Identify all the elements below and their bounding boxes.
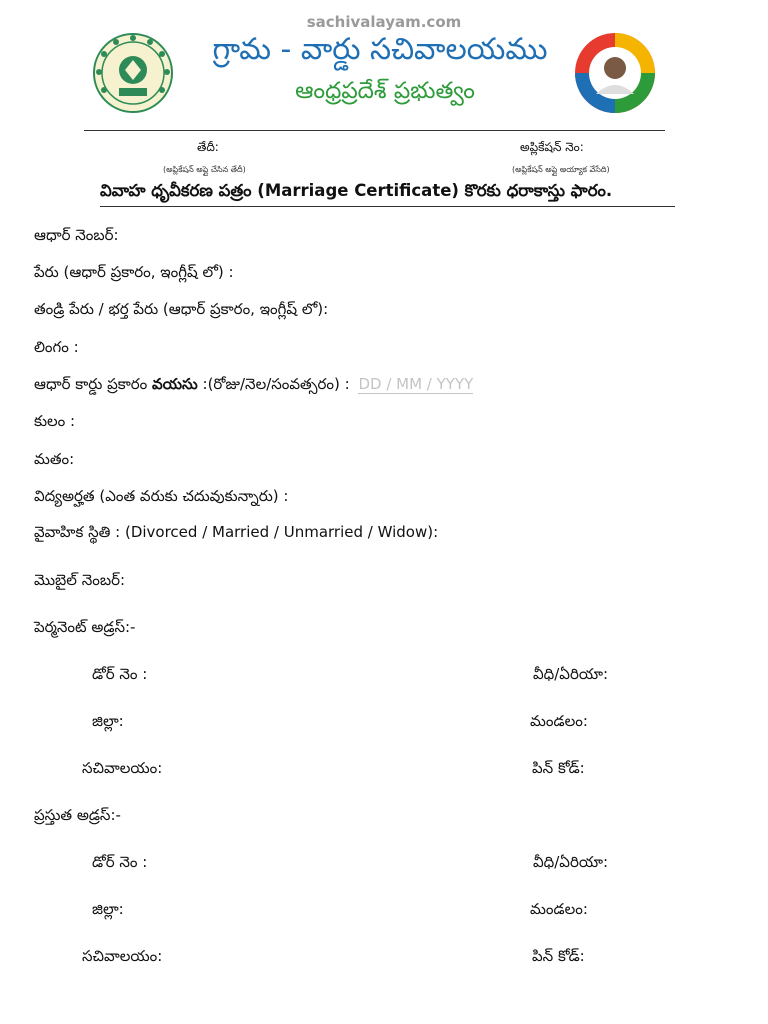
present-street-label: వీధి/ఏరియా:: [533, 853, 609, 871]
form-title: వివాహ ధృవీకరణ పత్రం (Marriage Certificate) కొరకు ధరాకాస్తు ఫారం.: [100, 181, 675, 207]
permanent-mandal-label: మండలం:: [530, 712, 588, 730]
age-label-suffix: :(రోజు/నెల/సంవత్సరం) :: [202, 375, 350, 393]
portal-title: గ్రామ - వార్డు సచివాలయము: [212, 32, 548, 67]
permanent-door-number-label: డోర్ నెం :: [92, 665, 148, 683]
date-caption: (అప్లికేషన్ అప్లై చేసిన తేదీ): [163, 165, 246, 174]
marital-status-label: వైవాహిక స్థితి : (Divorced / Married / Unmarried / Widow):: [34, 523, 439, 541]
present-mandal-label: మండలం:: [530, 900, 588, 918]
ap-state-emblem-icon: [92, 32, 174, 118]
application-number-caption: (అప్లికేషన్ అప్లై అయ్యాక వేసేది): [512, 165, 610, 174]
present-pincode-label: పిన్ కోడ్:: [532, 947, 585, 965]
age-row: [34, 375, 473, 397]
government-title: ఆంధ్రప్రదేశ్ ప్రభుత్వం: [295, 78, 475, 104]
chief-minister-portrait-icon: [574, 32, 656, 118]
caste-label: కులం :: [34, 412, 76, 430]
age-label-bold: వయసు: [152, 375, 198, 393]
aadhaar-number-label: ఆధార్ నెంబర్:: [34, 226, 119, 244]
permanent-district-label: జిల్లా:: [92, 712, 124, 730]
present-door-number-label: డోర్ నెం :: [92, 853, 148, 871]
application-number-label: అప్లికేషన్ నెం:: [520, 140, 584, 154]
education-label: విద్యఅర్హత (ఎంత వరుకు చదువుకున్నారు) :: [34, 487, 289, 505]
religion-label: మతం:: [34, 450, 75, 468]
present-sachivalayam-label: సచివాలయం:: [82, 947, 163, 965]
age-date-field[interactable]: DD / MM / YYYY: [358, 375, 474, 393]
present-address-heading: ప్రస్తుత అడ్రస్:-: [34, 806, 121, 824]
gender-label: లింగం :: [34, 338, 79, 356]
date-label: తేదీ:: [197, 140, 219, 154]
permanent-address-heading: పెర్మనెంట్ అడ్రస్:-: [34, 618, 136, 636]
permanent-street-label: వీధి/ఏరియా:: [533, 665, 609, 683]
present-district-label: జిల్లా:: [92, 900, 124, 918]
mobile-number-label: మొబైల్ నెంబర్:: [34, 571, 126, 589]
permanent-sachivalayam-label: సచివాలయం:: [82, 759, 163, 777]
father-husband-name-label: తండ్రి పేరు / భర్త పేరు (ఆధార్ ప్రకారం, ఇంగ్లీష్ లో):: [34, 300, 329, 318]
site-watermark: sachivalayam.com: [306, 13, 462, 31]
name-label: పేరు (ఆధార్ ప్రకారం, ఇంగ్లీష్ లో) :: [34, 263, 234, 281]
header-divider: [84, 130, 665, 131]
permanent-pincode-label: పిన్ కోడ్:: [532, 759, 585, 777]
age-label-prefix: ఆధార్ కార్డు ప్రకారం: [34, 375, 148, 393]
